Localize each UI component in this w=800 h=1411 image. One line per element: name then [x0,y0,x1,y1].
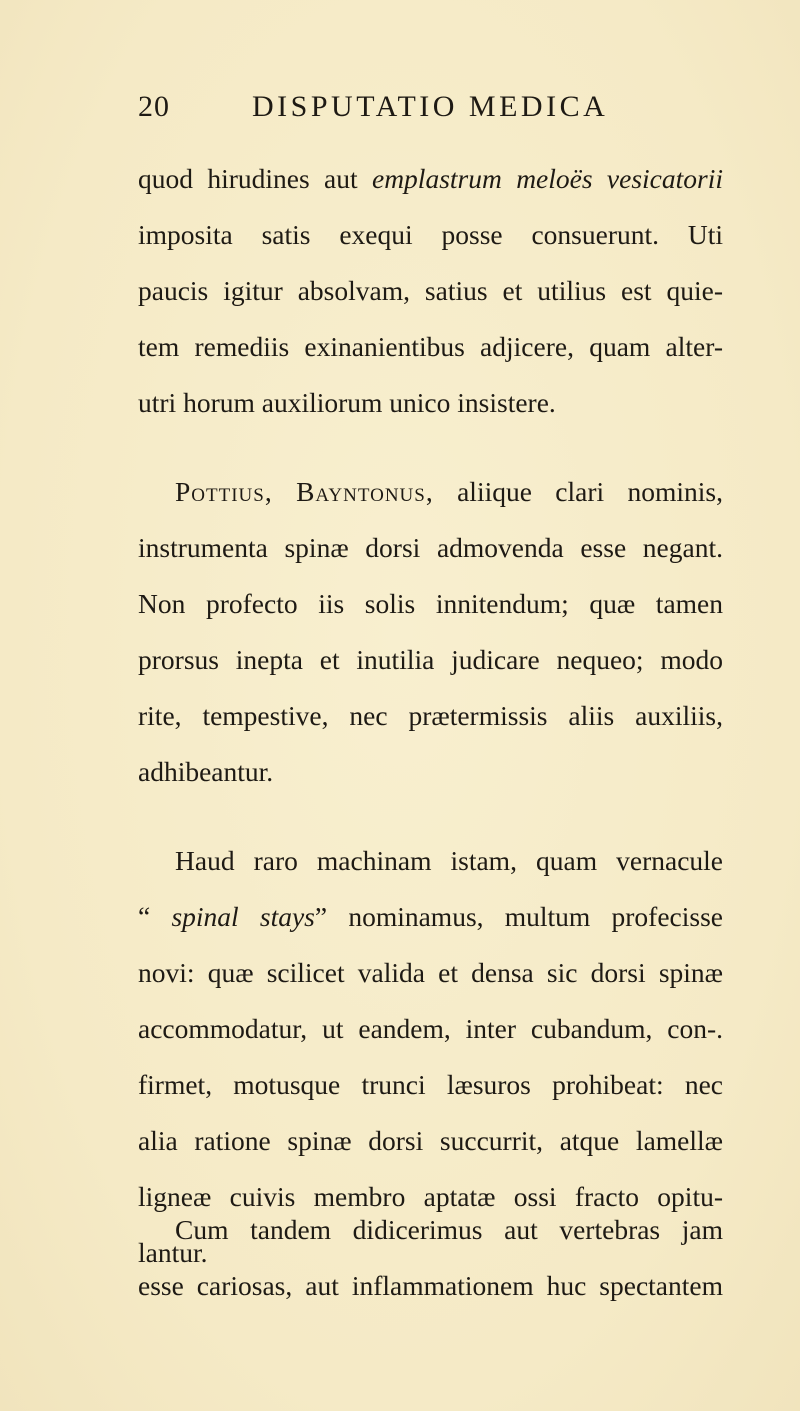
text-line: accommodatur, ut eandem, inter cubandum, con-. [138,1013,723,1044]
text-line: “ spinal stays” nominamus, multum profecisse [138,901,723,932]
author-name-bayntonus: Bayntonus, [296,476,434,507]
text-line: ligneæ cuivis membro aptatæ ossi fracto opitu- [138,1181,723,1212]
paragraph-4 [138,1202,723,1314]
text-line: Cum tandem didicerimus aut vertebras jam [175,1214,723,1245]
text-line: imposita satis exequi posse consuerunt. Uti [138,219,723,250]
text-line: Pottius, Bayntonus, aliique clari nominis, [175,476,724,507]
italic-phrase: emplastrum meloës vesicatorii [371,163,723,194]
text-line: firmet, motusque trunci læsuros prohibeat: nec [138,1069,723,1100]
running-title: DISPUTATIO MEDICA [252,90,609,123]
text-line: adhibeantur. [138,756,274,787]
text-line: Non profecto iis solis innitendum; quæ tamen [138,588,723,619]
text-line: novi: quæ scilicet valida et densa sic dorsi spinæ [138,957,723,988]
text-line: Haud raro machinam istam, quam vernacule [175,845,723,876]
author-name-pottius: Pottius, [175,476,273,507]
text-line: quod hirudines aut emplastrum meloës vesicatorii [138,163,723,194]
text-line: prorsus inepta et inutilia judicare nequeo; modo [138,644,723,675]
text-line: utri horum auxiliorum unico insistere. [138,387,556,418]
text-line: lantur. [138,1237,208,1268]
text-line: esse cariosas, aut inflammationem huc spectantem [138,1270,723,1301]
italic-phrase: spinal stays [171,901,315,932]
page-number: 20 [138,90,170,123]
text-line: instrumenta spinæ dorsi admovenda esse negant. [138,532,723,563]
paragraph-1 [138,151,723,431]
text-line: tem remediis exinanientibus adjicere, quam alter- [138,331,723,362]
text-line: paucis igitur absolvam, satius et utilius est quie- [138,275,723,306]
page-header [0,90,800,140]
text-line: alia ratione spinæ dorsi succurrit, atque lamellæ [138,1125,723,1156]
text-line: rite, tempestive, nec prætermissis aliis auxiliis, [138,700,723,731]
paragraph-2 [138,464,723,800]
